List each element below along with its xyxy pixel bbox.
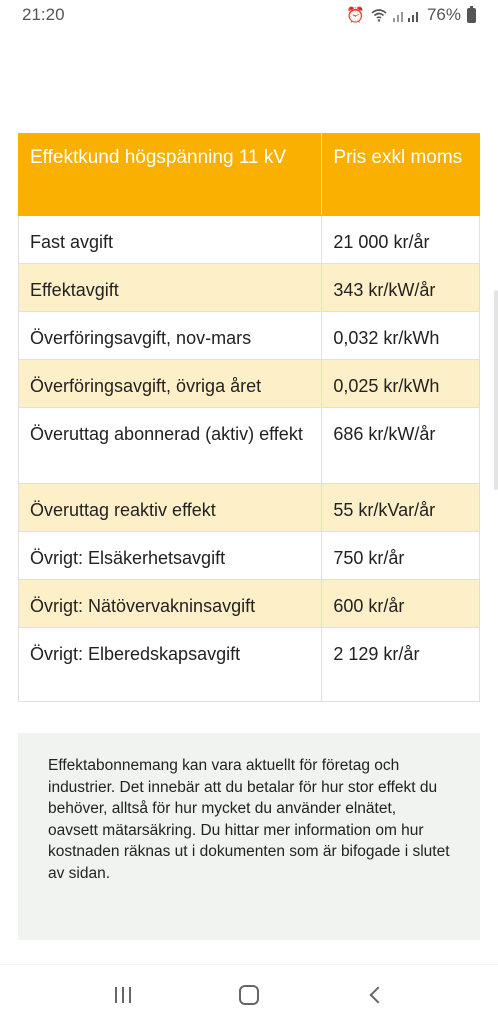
home-button[interactable] <box>229 975 269 1015</box>
row-label: Överuttag abonnerad (aktiv) effekt <box>19 408 322 484</box>
battery-icon <box>467 8 476 23</box>
row-price: 600 kr/år <box>322 580 480 628</box>
row-price: 686 kr/kW/år <box>322 408 480 484</box>
navigation-bar <box>0 964 498 1024</box>
recents-icon <box>115 987 131 1003</box>
signal-icon <box>393 8 421 22</box>
table-row <box>19 628 480 702</box>
table-row <box>19 408 480 484</box>
recents-button[interactable] <box>103 975 143 1015</box>
row-label: Övrigt: Elberedskapsavgift <box>19 628 322 702</box>
row-label: Effektavgift <box>19 264 322 312</box>
row-label: Överföringsavgift, nov-mars <box>19 312 322 360</box>
header-price: Pris exkl moms <box>322 134 480 216</box>
header-customer-type: Effektkund högspänning 11 kV <box>19 134 322 216</box>
status-icons <box>346 5 476 25</box>
home-icon <box>239 985 259 1005</box>
table-row <box>19 484 480 532</box>
row-label: Övrigt: Nätövervakninsavgift <box>19 580 322 628</box>
status-bar <box>0 0 498 30</box>
row-price: 343 kr/kW/år <box>322 264 480 312</box>
row-price: 2 129 kr/år <box>322 628 480 702</box>
battery-percent: 76% <box>426 5 461 24</box>
table-row <box>19 216 480 264</box>
back-icon <box>370 986 387 1003</box>
alarm-icon: ⏰ <box>346 6 365 24</box>
wifi-icon <box>371 8 387 22</box>
row-price: 0,032 kr/kWh <box>322 312 480 360</box>
price-table <box>18 133 480 702</box>
info-box <box>18 733 480 940</box>
info-text: Effektabonnemang kan vara aktuellt för företag och industrier. Det innebär att du betalar för hur stor effekt du behöver, alltså för hur mycket du använder elnätet, oavsett mätarsäkring. Du hittar mer information om hur kostnaden räknas ut i dokumenten som är bifogade i slutet av sidan. <box>48 757 450 882</box>
table-row <box>19 312 480 360</box>
back-button[interactable] <box>355 975 395 1015</box>
row-price: 21 000 kr/år <box>322 216 480 264</box>
row-label: Överföringsavgift, övriga året <box>19 360 322 408</box>
table-row <box>19 264 480 312</box>
table-row <box>19 580 480 628</box>
status-time: 21:20 <box>22 5 65 24</box>
row-label: Övrigt: Elsäkerhetsavgift <box>19 532 322 580</box>
row-price: 55 kr/kVar/år <box>322 484 480 532</box>
row-price: 750 kr/år <box>322 532 480 580</box>
table-row <box>19 532 480 580</box>
row-price: 0,025 kr/kWh <box>322 360 480 408</box>
row-label: Fast avgift <box>19 216 322 264</box>
table-row <box>19 360 480 408</box>
row-label: Överuttag reaktiv effekt <box>19 484 322 532</box>
scrollbar[interactable] <box>494 290 498 490</box>
table-header-row <box>19 134 480 216</box>
